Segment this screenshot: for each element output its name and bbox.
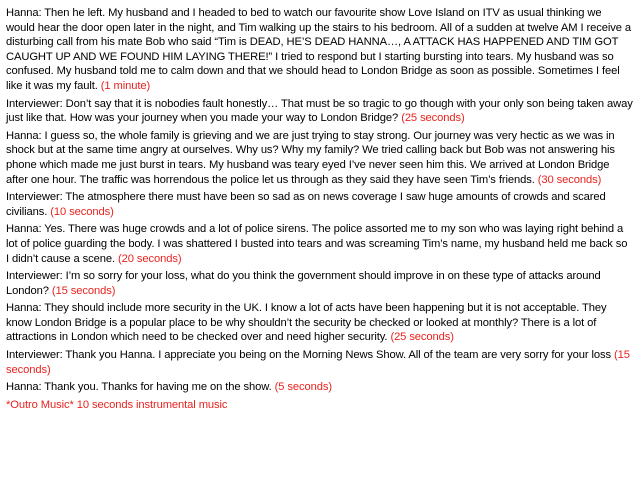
timing-label: (30 seconds) bbox=[537, 173, 602, 186]
paragraph-text: Hanna: Then he left. My husband and I headed to bed to watch our favourite show Love Island on ITV as usual thinking we would hear the door open later in the night, and Tim walking up the stairs to his bedroom. All of a sudden at twelve AM I receive a disturbing call from his mate Bob who said “Tim is DEAD, HE’S DEAD HANNA…, A ATTACK HAS HAPPENED AND TIM GOT CAUGHT UP AND WE FOUND HIM LAYING THERE!” I tried to respond but I starting bursting into tears. My husband was so confused. My husband told me to calm down and that we should head to London Bridge as soon as possible. Sometimes I feel like it was my fault. bbox=[6, 7, 631, 92]
transcript-paragraph bbox=[6, 6, 633, 94]
paragraph-text: Hanna: Thank you. Thanks for having me on the show. bbox=[6, 381, 272, 394]
transcript-paragraph bbox=[6, 380, 633, 395]
paragraph-text: Interviewer: Thank you Hanna. I appreciate you being on the Morning News Show. All of the team are very sorry for your loss bbox=[6, 349, 611, 362]
transcript-paragraph bbox=[6, 97, 633, 126]
timing-label: (10 seconds) bbox=[50, 205, 114, 218]
timing-label: (15 seconds) bbox=[6, 349, 630, 376]
transcript-paragraph bbox=[6, 348, 633, 377]
timing-label: (20 seconds) bbox=[118, 252, 182, 265]
transcript-paragraph bbox=[6, 190, 633, 219]
paragraph-text: Hanna: Yes. There was huge crowds and a lot of police sirens. The police assorted me to my son who was laying right behind a lot of police guarding the body. I was shattered I busted into tears and was screaming Tim’s name, my husband held me back so I didn’t cause a scene. bbox=[6, 223, 628, 265]
timing-label: (15 seconds) bbox=[51, 284, 116, 297]
transcript-paragraph bbox=[6, 129, 633, 187]
timing-label: (25 seconds) bbox=[390, 331, 454, 344]
timing-label: (25 seconds) bbox=[401, 112, 465, 125]
outro-music-note: *Outro Music* 10 seconds instrumental music bbox=[6, 398, 228, 411]
transcript-paragraph bbox=[6, 269, 633, 298]
paragraph-text: Interviewer: I’m so sorry for your loss, what do you think the government should improve in on these type of attacks around London? bbox=[6, 270, 601, 297]
transcript-paragraph bbox=[6, 301, 633, 345]
paragraph-text: Interviewer: The atmosphere there must have been so sad as on news coverage I saw huge amounts of crowds and scared civilians. bbox=[6, 191, 606, 218]
transcript-paragraph bbox=[6, 222, 633, 266]
paragraph-text: Hanna: They should include more security in the UK. I know a lot of acts have been happening but it is not acceptable. They know London Bridge is a popular place to be why shouldn’t the security be checked or looked at monthly? There is a lot of attractions in London which need to be checked over and need higher security. bbox=[6, 302, 607, 344]
paragraph-text: Hanna: I guess so, the whole family is grieving and we are just trying to stay strong. Our journey was very hectic as we was in shock but at the same time angry at ourselves. Why us? Why my family? We tried calling back but Bob was not answering his phone which made me just burst in tears. My husband was teary eyed I’ve never seen him this. We arrived at London Bridge after one hour. The traffic was horrendous the police let us through as they said they have seen Tim’s friends. bbox=[6, 129, 615, 186]
timing-label: (5 seconds) bbox=[274, 381, 333, 394]
timing-label: (1 minute) bbox=[100, 79, 151, 92]
paragraph-text: Interviewer: Don’t say that it is nobodies fault honestly… That must be so tragic to go though with your only son being taken away just like that. How was your journey when you made your way to London Bridge? bbox=[6, 97, 633, 125]
